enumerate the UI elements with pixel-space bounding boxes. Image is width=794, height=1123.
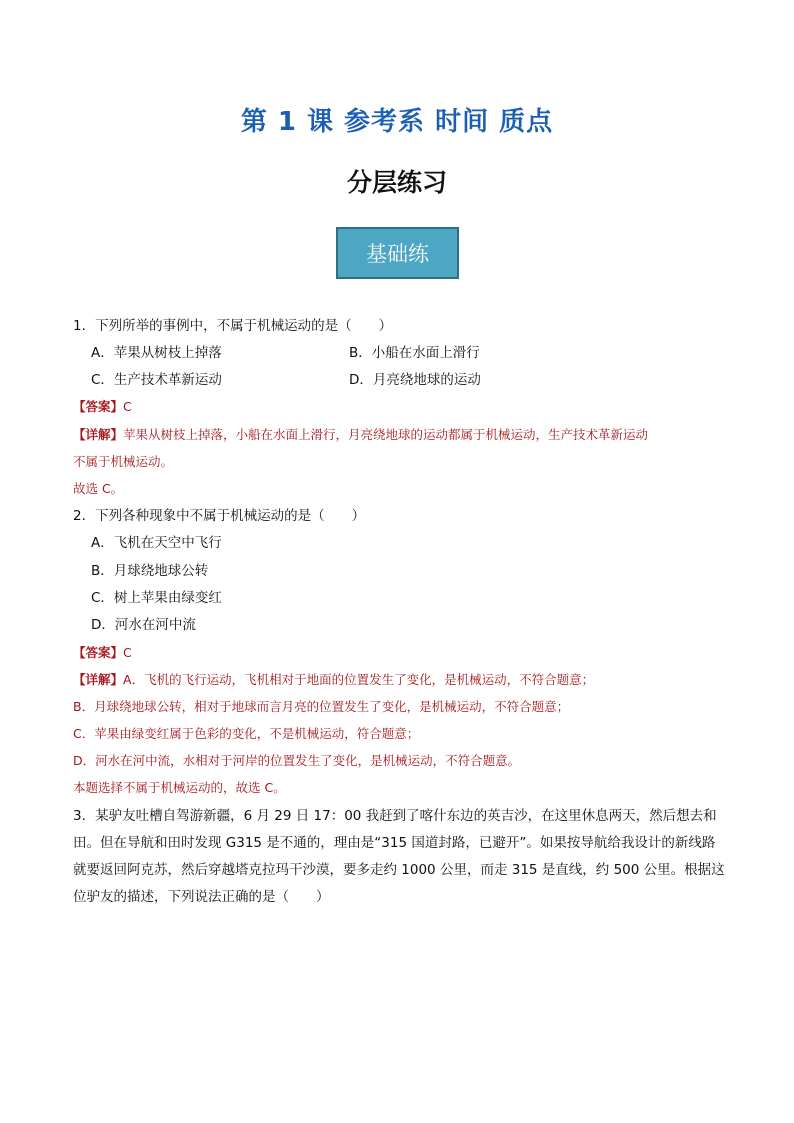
q1-option-d: D．月亮绕地球的运动 — [349, 372, 481, 388]
q1-detail-line2: 不属于机械运动。 — [73, 454, 174, 469]
q2-detail-label: 【详解】 — [73, 672, 124, 687]
section-subtitle: 分层练习 — [346, 168, 447, 197]
q2-answer-value: C — [123, 645, 132, 660]
q1-answer — [73, 397, 132, 417]
q2-detail-a-text: A．飞机的飞行运动，飞机相对于地面的位置发生了变化，是机械运动，不符合题意； — [123, 672, 595, 687]
q2-option-d: D．河水在河中流 — [91, 617, 196, 633]
q1-stem: 1．下列所举的事例中，不属于机械运动的是（ ） — [73, 318, 393, 334]
q2-stem: 2．下列各种现象中不属于机械运动的是（ ） — [73, 508, 366, 524]
q2-option-c: C．树上苹果由绿变红 — [91, 590, 222, 606]
q1-conclusion: 故选 C。 — [73, 481, 124, 496]
q2-detail-b: B．月球绕地球公转，相对于地球而言月亮的位置发生了变化，是机械运动，不符合题意； — [73, 699, 570, 714]
q2-detail-c: C．苹果由绿变红属于色彩的变化，不是机械运动，符合题意； — [73, 726, 420, 741]
lesson-title: 第 1 课 参考系 时间 质点 — [240, 107, 554, 137]
q2-detail-a — [73, 670, 594, 690]
q1-option-c: C．生产技术革新运动 — [91, 372, 222, 388]
q2-answer-label: 【答案】 — [73, 645, 124, 660]
q3-line1: 3．某驴友吐槽自驾游新疆，6 月 29 日 17：00 我赶到了喀什东边的英吉沙，在这里休息两天，然后想去和 — [73, 808, 717, 824]
q1-answer-value: C — [123, 399, 132, 414]
q2-conclusion: 本题选择不属于机械运动的，故选 C。 — [73, 780, 286, 795]
q2-option-b: B．月球绕地球公转 — [91, 563, 209, 579]
q1-option-b: B．小船在水面上滑行 — [349, 345, 480, 361]
q1-detail-text1: 苹果从树枝上掉落，小船在水面上滑行，月亮绕地球的运动都属于机械运动，生产技术革新运动 — [123, 427, 649, 442]
q3-line4: 位驴友的描述，下列说法正确的是（ ） — [73, 889, 330, 905]
level-badge: 基础练 — [336, 227, 459, 279]
q2-option-a: A．飞机在天空中飞行 — [91, 535, 222, 551]
q3-line3: 就要返回阿克苏，然后穿越塔克拉玛干沙漠，要多走约 1000 公里，而走 315 是直线，约 500 公里。根据这 — [73, 862, 725, 878]
q1-option-a: A．苹果从树枝上掉落 — [91, 345, 222, 361]
q3-line2: 田。但在导航和田时发现 G315 是不通的，理由是“315 国道封路，已避开”。如果按导航给我设计的新线路 — [73, 835, 716, 851]
q2-answer — [73, 643, 132, 663]
q1-detail-label: 【详解】 — [73, 427, 124, 442]
q1-answer-label: 【答案】 — [73, 399, 124, 414]
q1-detail-line1 — [73, 425, 648, 445]
q2-detail-d: D．河水在河中流，水相对于河岸的位置发生了变化，是机械运动，不符合题意。 — [73, 753, 521, 768]
